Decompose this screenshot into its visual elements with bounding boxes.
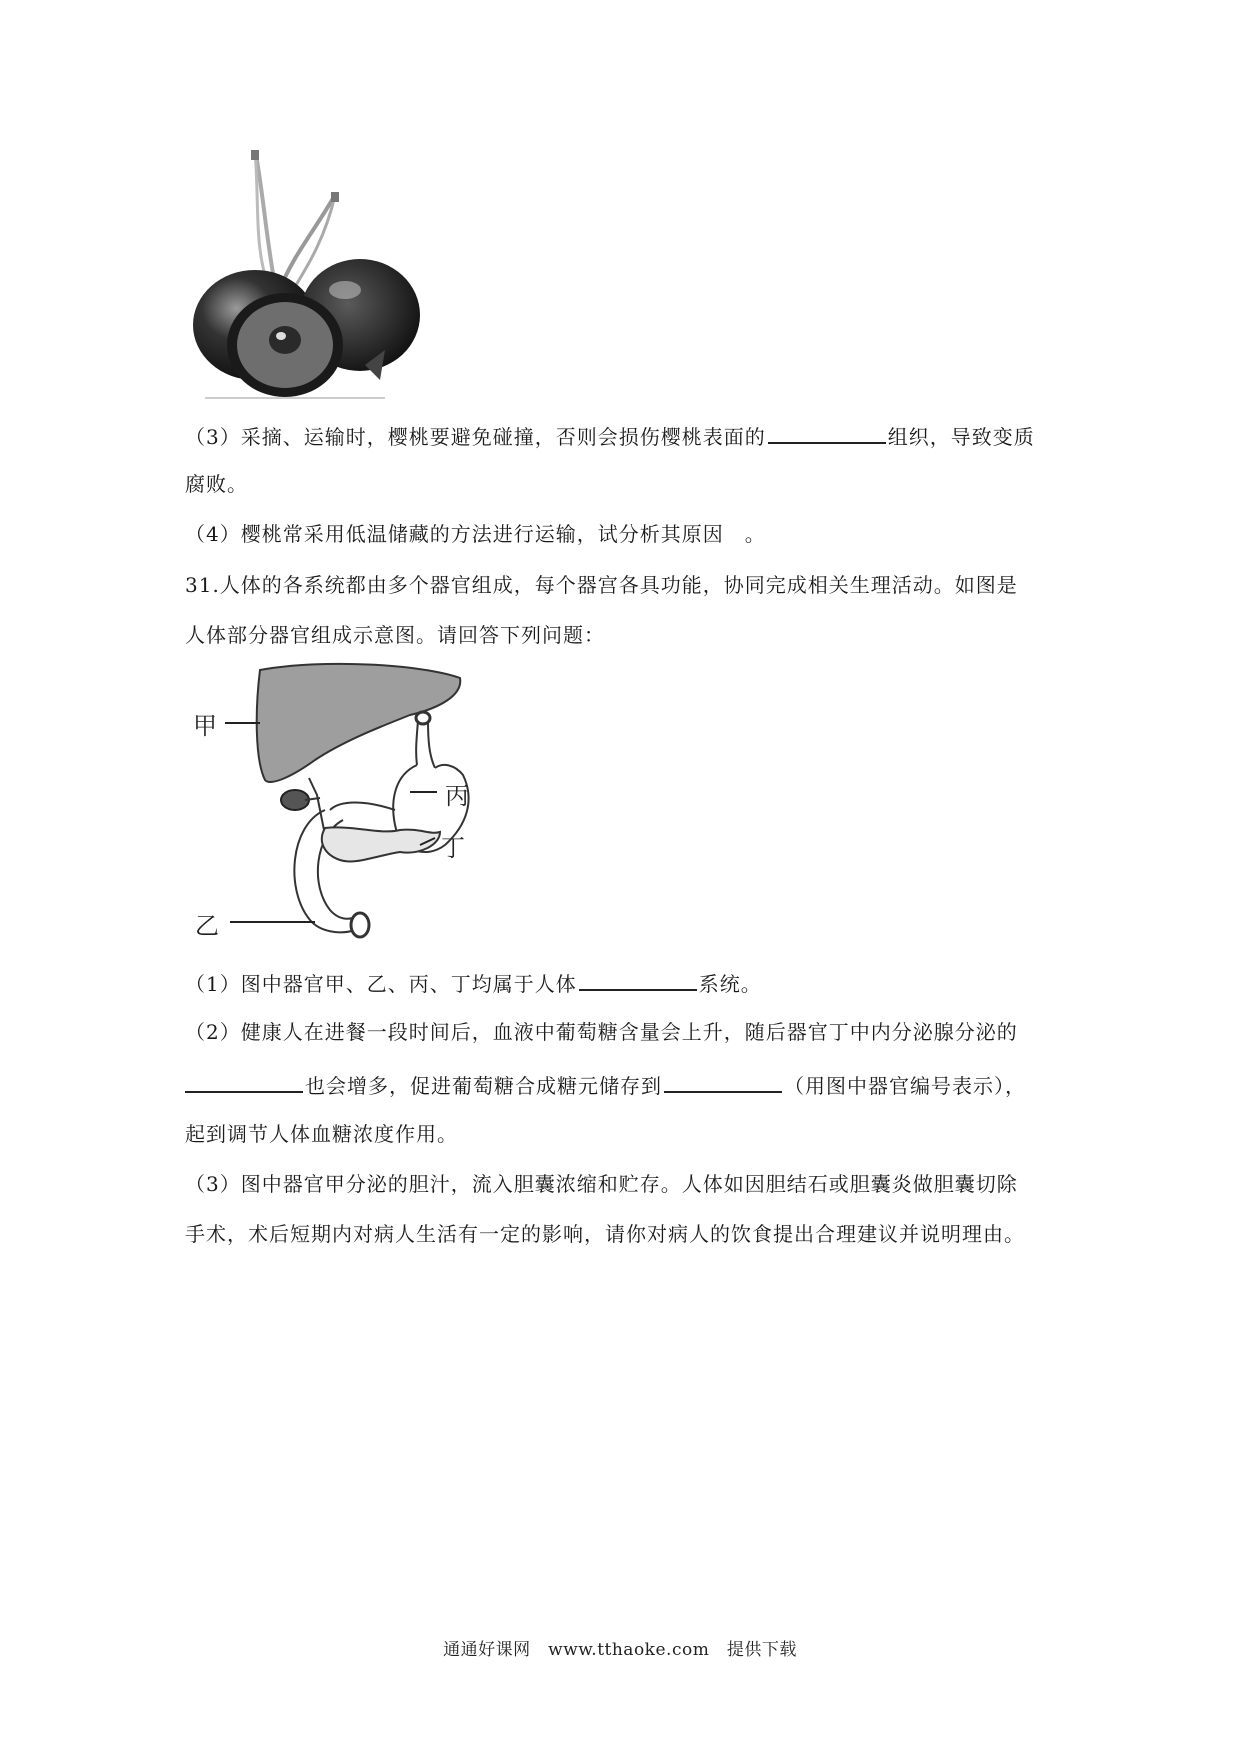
q31-part3-line2: 手术，术后短期内对病人生活有一定的影响，请你对病人的饮食提出合理建议并说明理由。 <box>185 1222 1025 1246</box>
q31-part1-text: （1）图中器官甲、乙、丙、丁均属于人体 <box>185 972 577 996</box>
cherry-image <box>185 150 435 400</box>
q30-part3-text: （3）采摘、运输时，樱桃要避免碰撞，否则会损伤樱桃表面的 <box>185 425 766 449</box>
label-yi: 乙 <box>195 912 219 940</box>
q30-part4: （4）樱桃常采用低温储藏的方法进行运输，试分析其原因 。 <box>185 522 766 546</box>
q30-part3-tail: 组织，导致变质 <box>887 425 1035 449</box>
answer-blank[interactable] <box>185 1069 303 1093</box>
label-bing: 丙 <box>445 782 469 810</box>
answer-blank[interactable] <box>579 967 697 991</box>
q31-stem-line1: 31.人体的各系统都由多个器官组成，每个器宫各具功能，协同完成相关生理活动。如图是 <box>185 573 1018 597</box>
label-jia: 甲 <box>193 712 217 740</box>
digestive-organs-diagram <box>193 660 525 950</box>
q31-part2-line1: （2）健康人在进餐一段时间后，血液中葡萄糖含量会上升，随后器官丁中内分泌腺分泌的 <box>185 1020 1018 1044</box>
q31-stem-line2: 人体部分器官组成示意图。请回答下列问题： <box>185 623 605 647</box>
answer-blank[interactable] <box>768 420 886 444</box>
q30-part3-line2: 腐败。 <box>185 472 248 496</box>
q31-part3-line1: （3）图中器官甲分泌的胆汁，流入胆囊浓缩和贮存。人体如因胆结石或胆囊炎做胆囊切除 <box>185 1172 1018 1196</box>
q31-part2-line3: 起到调节人体血糖浓度作用。 <box>185 1122 458 1146</box>
q31-part2-line2 <box>185 1069 1026 1100</box>
answer-blank[interactable] <box>664 1069 782 1093</box>
page-footer: 通通好课网 www.tthaoke.com 提供下载 <box>443 1640 797 1660</box>
q31-part2-tail: （用图中器官编号表示）， <box>784 1074 1026 1098</box>
q31-part1 <box>185 967 762 998</box>
q31-part1-tail: 系统。 <box>698 972 762 996</box>
q30-part3-line1 <box>185 420 1035 451</box>
label-ding: 丁 <box>441 834 465 862</box>
q31-part2-mid: 也会增多，促进葡萄糖合成糖元储存到 <box>305 1074 662 1098</box>
